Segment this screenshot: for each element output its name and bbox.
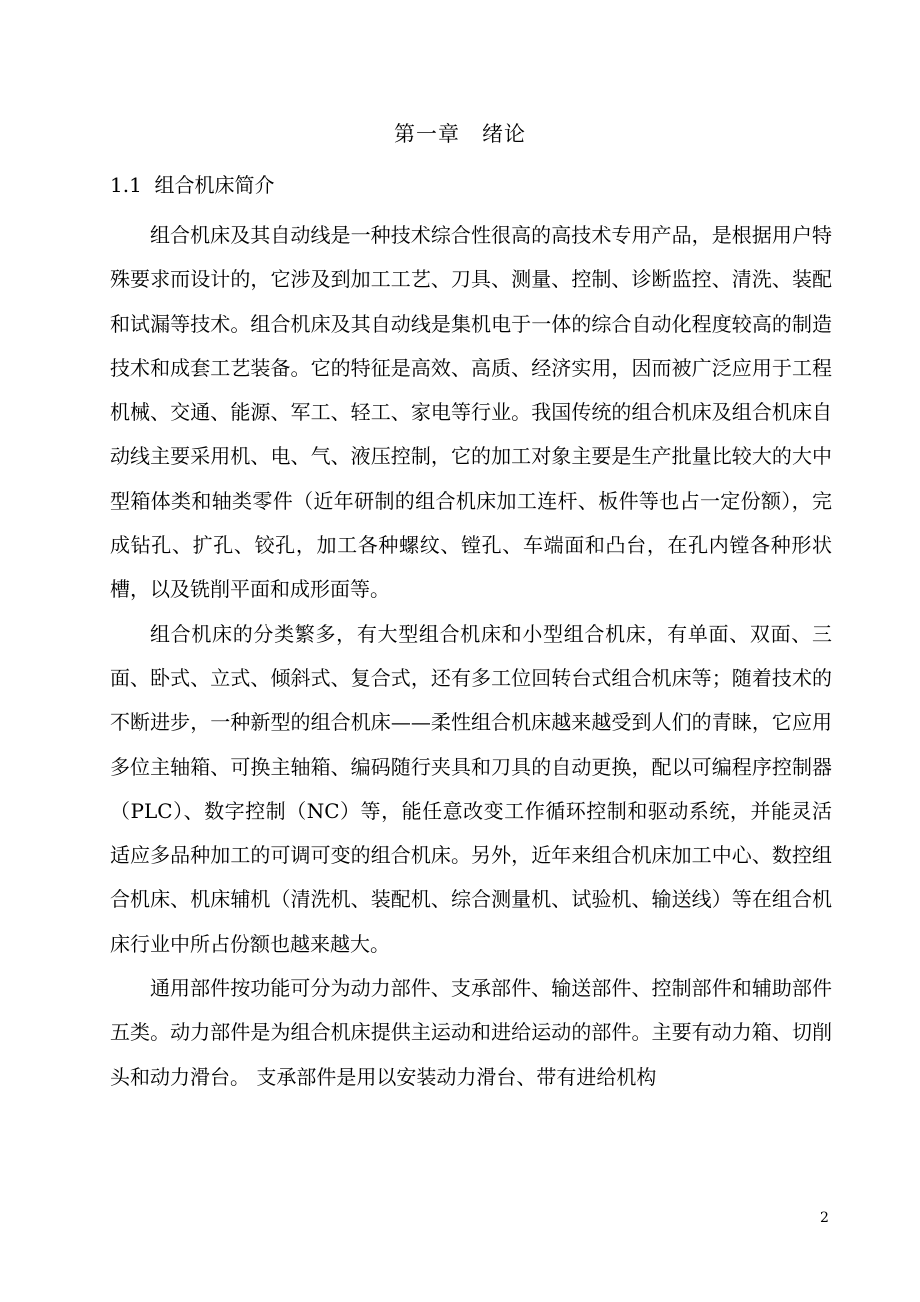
paragraph-1: 组合机床及其自动线是一种技术综合性很高的高技术专用产品，是根据用户特殊要求而设计的，它涉及到加工工艺、刀具、测量、控制、诊断监控、清洗、装配和试漏等技术。组合机床及其自动线是集机电于一体的综合自动化程度较高的制造技术和成套工艺装备。它的特征是高效、高质、经济实用，因而被广泛应用于工程机械、交通、能源、军工、轻工、家电等行业。我国传统的组合机床及组合机床自动线主要采用机、电、气、液压控制，它的加工对象主要是生产批量比较大的大中型箱体类和轴类零件（近年研制的组合机床加工连杆、板件等也占一定份额），完成钻孔、扩孔、铰孔，加工各种螺纹、镗孔、车端面和凸台，在孔内镗各种形状槽，以及铣削平面和成形面等。	[110, 223, 832, 602]
paragraph-3: 通用部件按功能可分为动力部件、支承部件、输送部件、控制部件和辅助部件五类。动力部件是为组合机床提供主运动和进给运动的部件。主要有动力箱、切削头和动力滑台。 支承部件是用以安装动力滑台、带有进给机构	[110, 976, 832, 1089]
paragraph-2: 组合机床的分类繁多，有大型组合机床和小型组合机床，有单面、双面、三面、卧式、立式、倾斜式、复合式，还有多工位回转台式组合机床等；随着技术的不断进步，一种新型的组合机床——柔性组合机床越来越受到人们的青睐，它应用多位主轴箱、可换主轴箱、编码随行夹具和刀具的自动更换，配以可编程序控制器（PLC）、数字控制（NC）等，能任意改变工作循环控制和驱动系统，并能灵活适应多品种加工的可调可变的组合机床。另外，近年来组合机床加工中心、数控组合机床、机床辅机（清洗机、装配机、综合测量机、试验机、输送线）等在组合机床行业中所占份额也越来越大。	[110, 621, 832, 956]
body-text	[110, 213, 832, 1099]
section-heading: 1.1 组合机床简介	[110, 173, 275, 197]
chapter-title: 第一章 绪论	[394, 122, 526, 146]
page-number: 2	[820, 1210, 829, 1226]
